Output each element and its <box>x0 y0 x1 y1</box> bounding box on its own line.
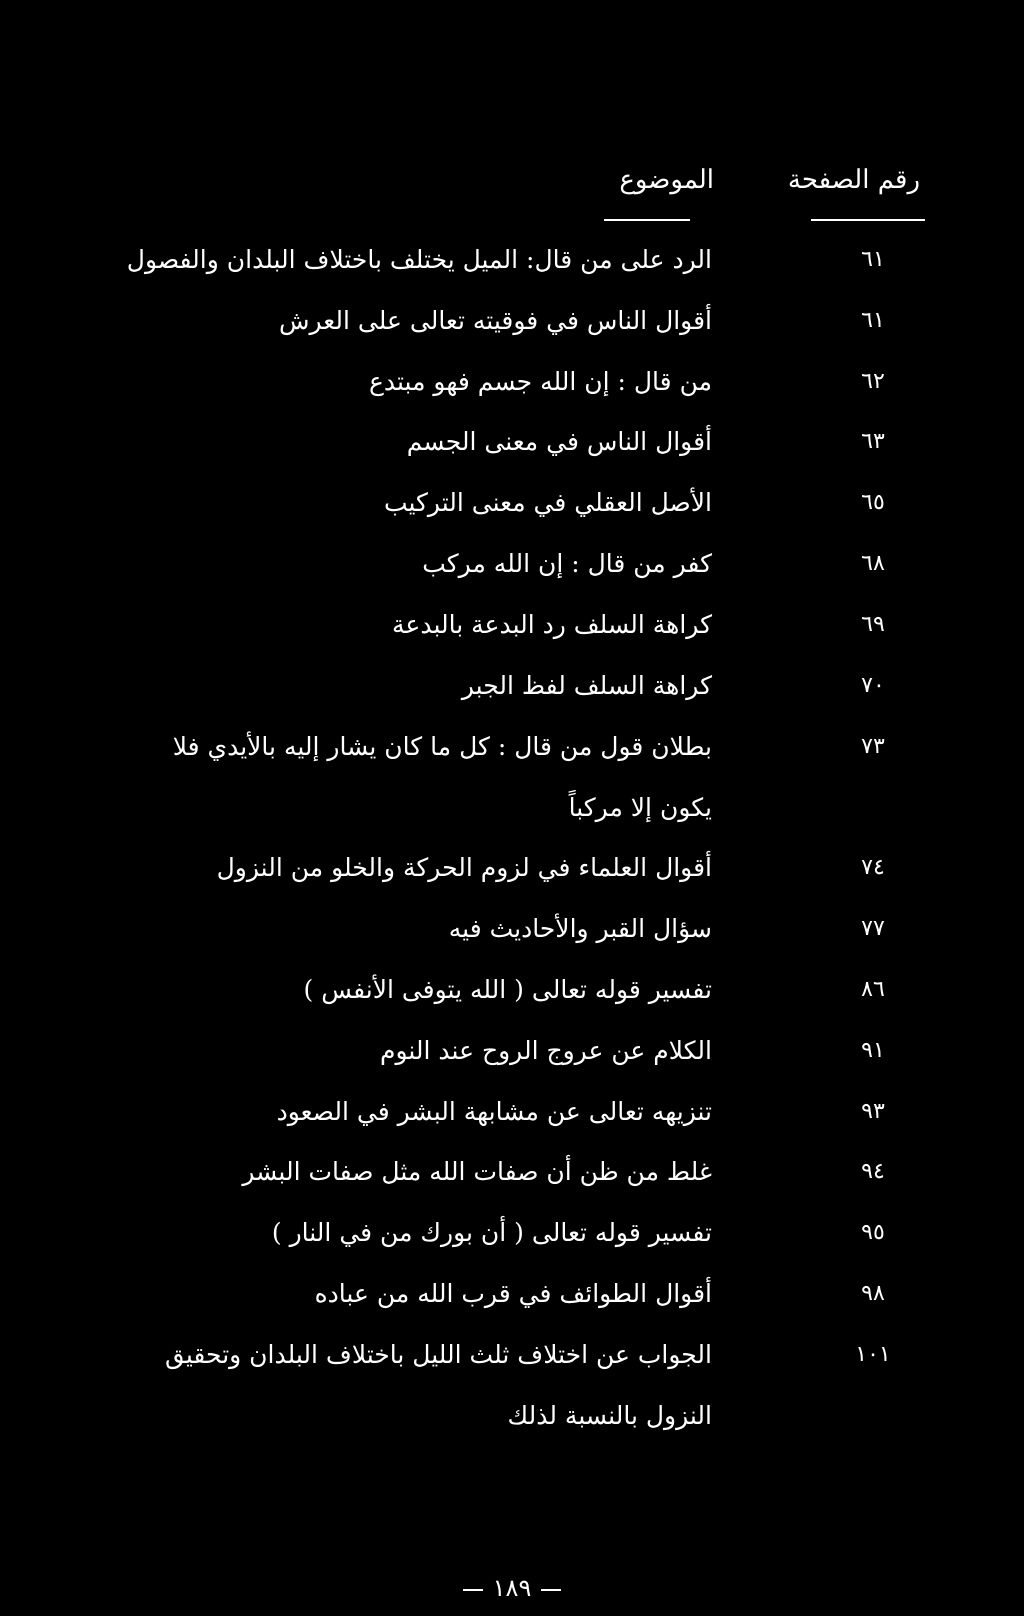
toc-entry-page: ٩٥ <box>861 1220 885 1245</box>
topic-column-header: الموضوع <box>619 165 714 195</box>
toc-entry-page: ٩٨ <box>861 1281 885 1306</box>
toc-entry-page: ١٠١ <box>855 1342 891 1367</box>
toc-entry <box>0 968 1024 1018</box>
toc-entry <box>0 725 1024 775</box>
toc-entry <box>0 481 1024 531</box>
toc-entry <box>0 420 1024 470</box>
toc-entry-title: الأصل العقلي في معنى التركيب <box>383 488 712 517</box>
footer-dash-left <box>463 1589 483 1591</box>
toc-entry-title: أقوال العلماء في لزوم الحركة والخلو من النزول <box>216 853 712 882</box>
toc-entry-page: ٩٤ <box>861 1159 885 1184</box>
toc-entry <box>0 299 1024 349</box>
toc-entry-page: ٧٤ <box>861 855 885 880</box>
footer-dash-right <box>541 1589 561 1591</box>
toc-entry-page: ٨٦ <box>861 977 885 1002</box>
toc-entry-title: الجواب عن اختلاف ثلث الليل باختلاف البلدان وتحقيق <box>165 1340 712 1369</box>
toc-entry-page: ٦٨ <box>861 551 885 576</box>
toc-entry-page: ٦٩ <box>861 612 885 637</box>
toc-entry-page: ٩١ <box>861 1038 885 1063</box>
toc-entry-page: ٦٢ <box>861 369 885 394</box>
toc-entry-title: سؤال القبر والأحاديث فيه <box>448 914 712 943</box>
page-footer <box>0 1570 1024 1606</box>
toc-entry <box>0 907 1024 957</box>
toc-entry-title: تفسير قوله تعالى ( أن بورك من في النار ) <box>271 1218 712 1247</box>
toc-entry-title: من قال : إن الله جسم فهو مبتدع <box>368 367 712 396</box>
toc-entry <box>0 1150 1024 1200</box>
toc-entry-title: بطلان قول من قال : كل ما كان يشار إليه بالأيدي فلا <box>172 732 712 761</box>
toc-entry-page: ٦٣ <box>861 429 885 454</box>
toc-entry <box>0 542 1024 592</box>
toc-entry <box>0 1029 1024 1079</box>
toc-entry <box>0 1090 1024 1140</box>
toc-entry <box>0 1272 1024 1322</box>
toc-entry-title: كراهة السلف رد البدعة بالبدعة <box>392 610 712 639</box>
toc-entry <box>0 1333 1024 1383</box>
toc-entry <box>0 603 1024 653</box>
toc-entry-title: الرد على من قال: الميل يختلف باختلاف البلدان والفصول <box>126 245 712 274</box>
toc-entry-page: ٦١ <box>861 308 885 333</box>
toc-entry-title: كراهة السلف لفظ الجبر <box>461 671 712 700</box>
toc-entry <box>0 238 1024 288</box>
toc-entry-page: ٧٧ <box>861 916 885 941</box>
toc-entry-page: ٧٠ <box>861 673 885 698</box>
page-number: ١٨٩ <box>492 1574 532 1602</box>
toc-entry <box>0 664 1024 714</box>
toc-entry-title: أقوال الطوائف في قرب الله من عباده <box>314 1279 712 1308</box>
toc-entry-page: ٧٣ <box>861 734 885 759</box>
toc-entry-title: أقوال الناس في معنى الجسم <box>406 427 712 456</box>
toc-entry <box>0 1211 1024 1261</box>
toc-entry-title: الكلام عن عروج الروح عند النوم <box>379 1036 712 1065</box>
toc-entry-title: تنزيهه تعالى عن مشابهة البشر في الصعود <box>276 1097 712 1126</box>
toc-entry-title: أقوال الناس في فوقيته تعالى على العرش <box>279 306 712 335</box>
toc-entry <box>0 360 1024 410</box>
toc-entry-title: النزول بالنسبة لذلك <box>507 1401 712 1430</box>
toc-entry-page: ٦١ <box>861 247 885 272</box>
toc-entry-page: ٩٣ <box>861 1099 885 1124</box>
toc-entry-continuation <box>0 786 1024 836</box>
toc-entry-title: يكون إلا مركباً <box>568 793 712 822</box>
toc-entry-title: كفر من قال : إن الله مركب <box>422 549 712 578</box>
page-number-column-header: رقم الصفحة <box>787 165 920 195</box>
toc-entry-title: غلط من ظن أن صفات الله مثل صفات البشر <box>242 1157 712 1186</box>
toc-entry-title: تفسير قوله تعالى ( الله يتوفى الأنفس ) <box>303 975 712 1004</box>
toc-entry-page: ٦٥ <box>861 490 885 515</box>
toc-entry <box>0 846 1024 896</box>
toc-entry-continuation <box>0 1394 1024 1444</box>
